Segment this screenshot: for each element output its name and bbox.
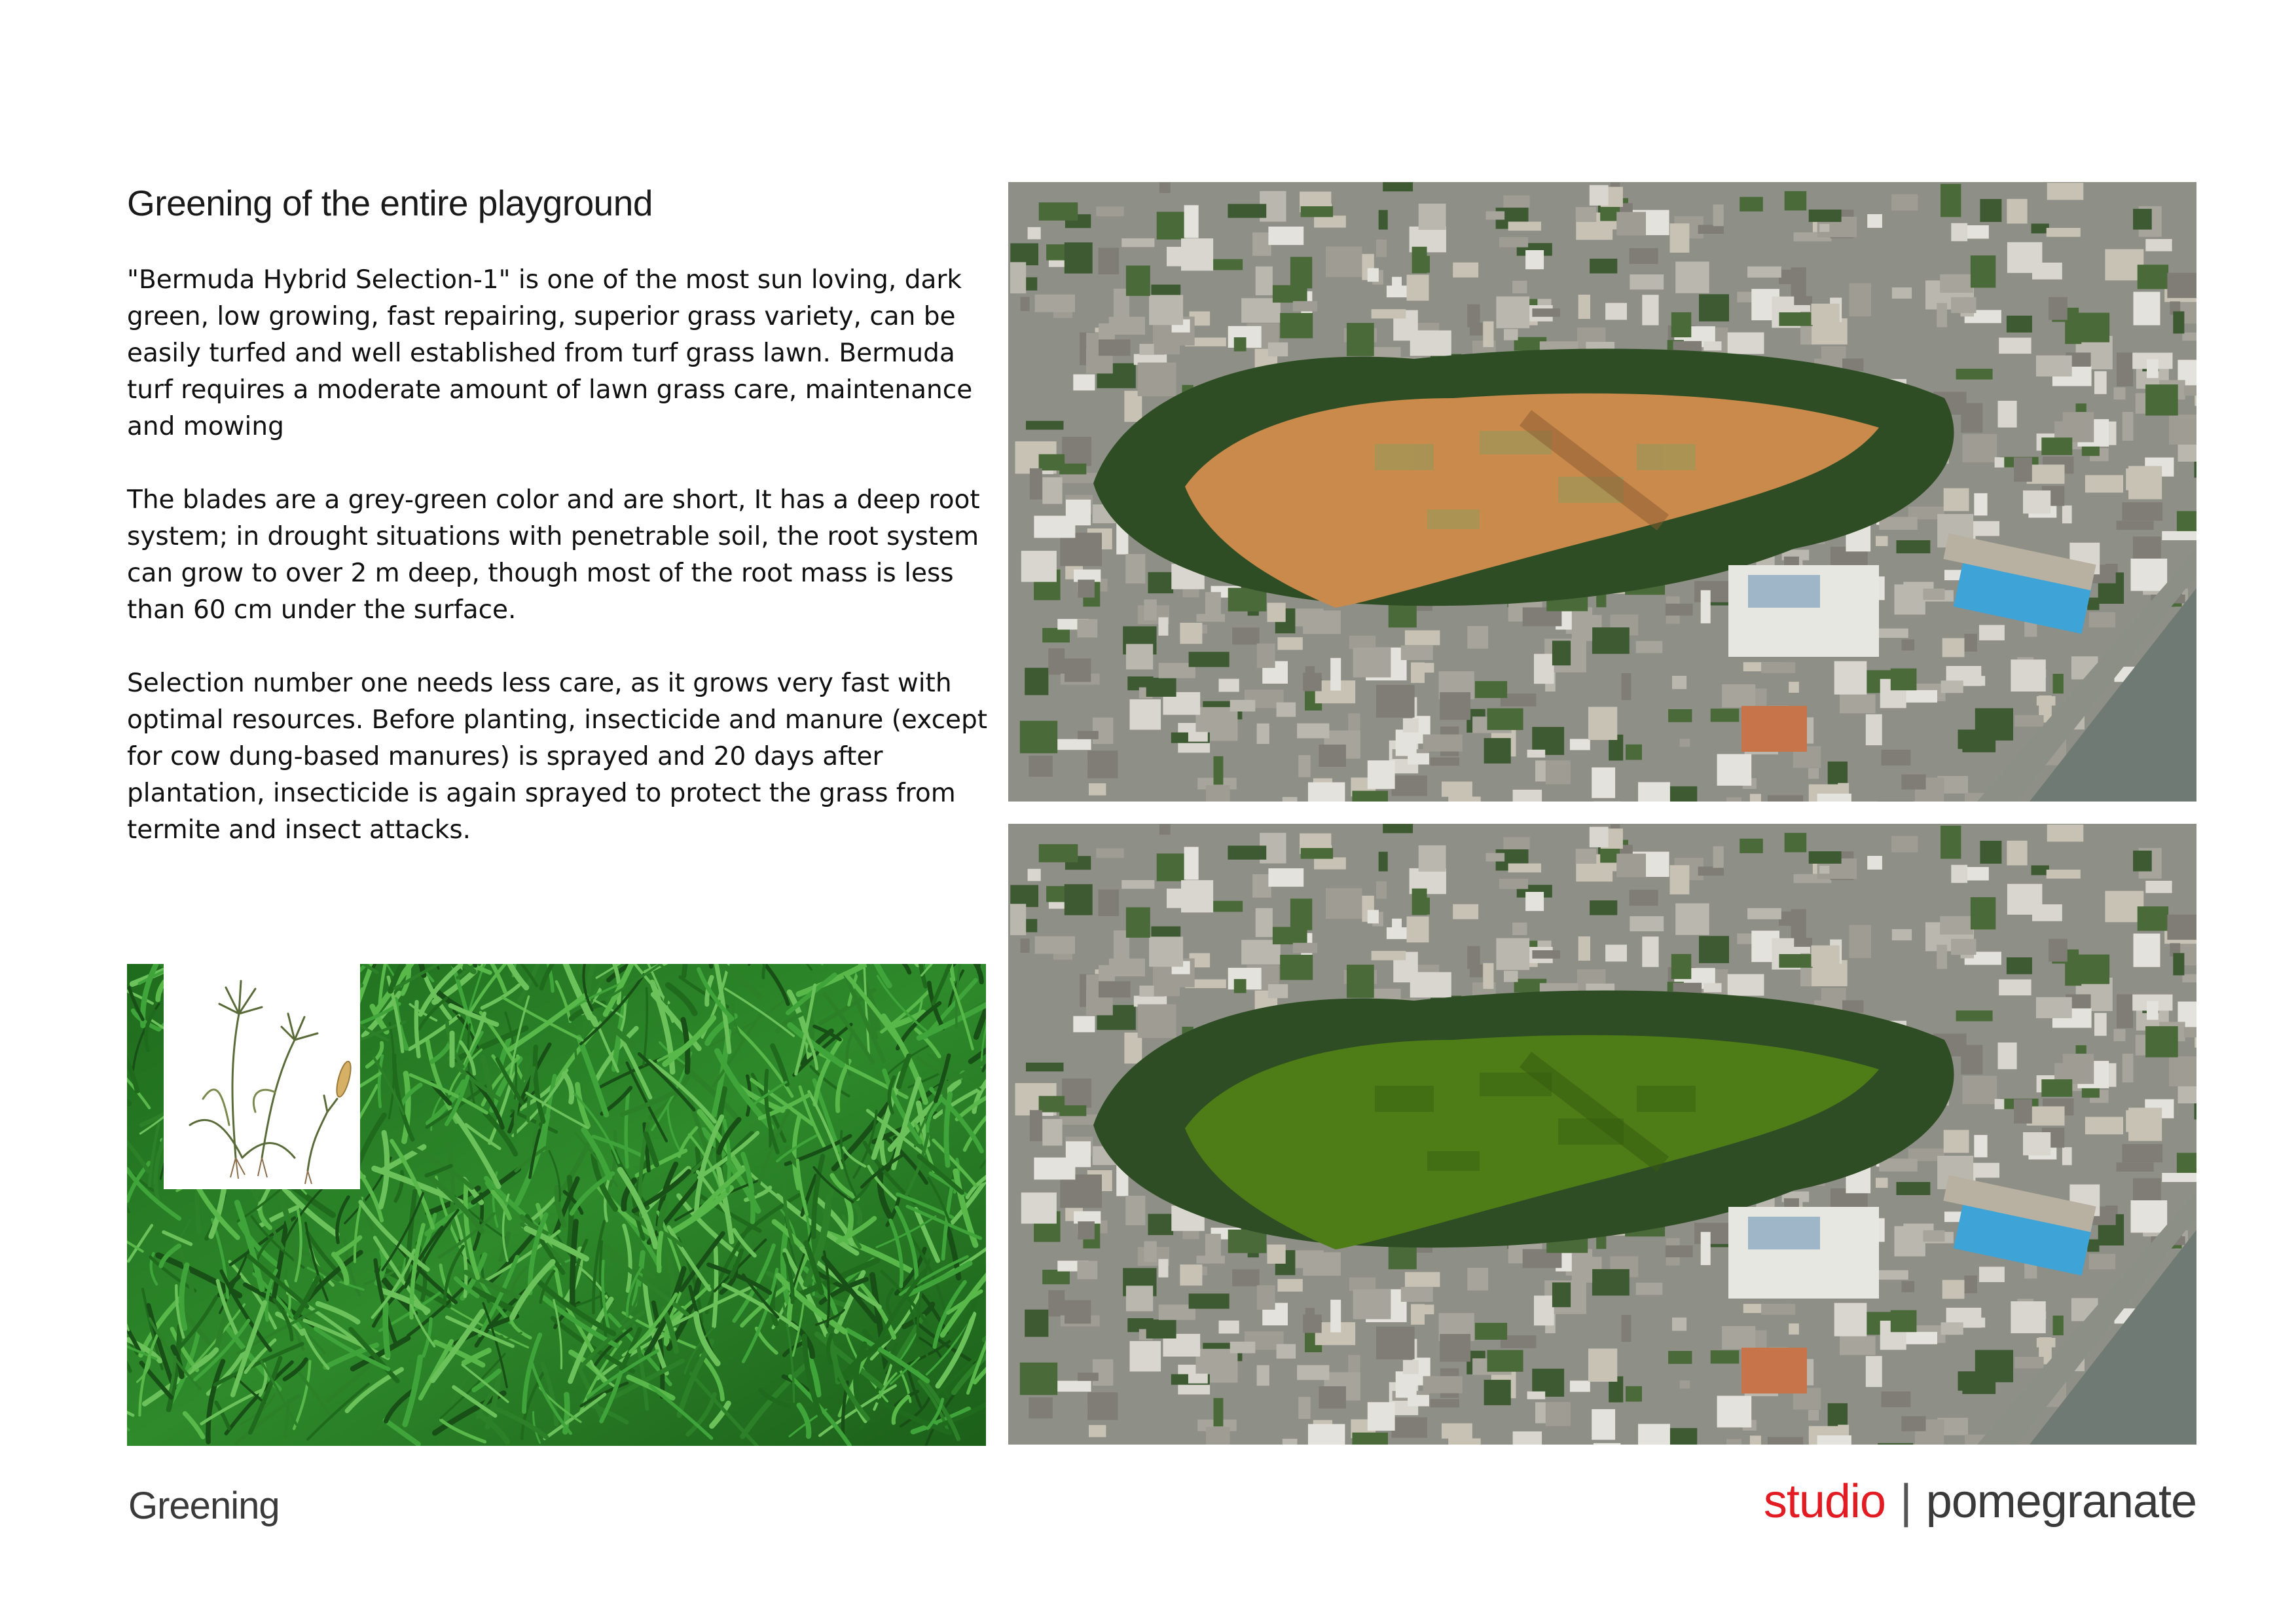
aerial-playground-green xyxy=(1008,824,2196,1445)
botanical-illustration xyxy=(164,961,360,1189)
paragraph-2: The blades are a grey-green color and are short, It has a deep root system; in drought situations with penetrable soil, the root system can grow to over 2 m deep, though most of the root mass is less than 60 cm under the surface. xyxy=(127,485,980,625)
aerial-playground-dirt xyxy=(1008,182,2196,802)
bermuda-grass-drawing xyxy=(164,961,360,1189)
brand-studio: studio xyxy=(1763,1475,1886,1528)
brand-logo xyxy=(1764,1475,2196,1528)
aerial-photo-after xyxy=(1008,824,2196,1445)
page-title: Greening of the entire playground xyxy=(127,183,653,223)
brand-name: pomegranate xyxy=(1925,1475,2196,1528)
brand-separator: | xyxy=(1899,1475,1912,1528)
paragraph-3: Selection number one needs less care, as it grows very fast with optimal resources. Before planting, insecticide and manure (except for cow dung-based manures) is sprayed and 20 days after plantation, insecticide is again sprayed to protect the grass from termite and insect attacks. xyxy=(127,669,988,845)
description-text xyxy=(127,262,991,885)
aerial-photo-before xyxy=(1008,182,2196,802)
paragraph-1: "Bermuda Hybrid Selection-1" is one of the most sun loving, dark green, low growing, fast repairing, superior grass variety, can be easily turfed and well established from turf grass lawn. Bermuda turf requires a moderate amount of lawn grass care, maintenance and mowing xyxy=(127,265,973,441)
section-label: Greening xyxy=(128,1485,280,1527)
